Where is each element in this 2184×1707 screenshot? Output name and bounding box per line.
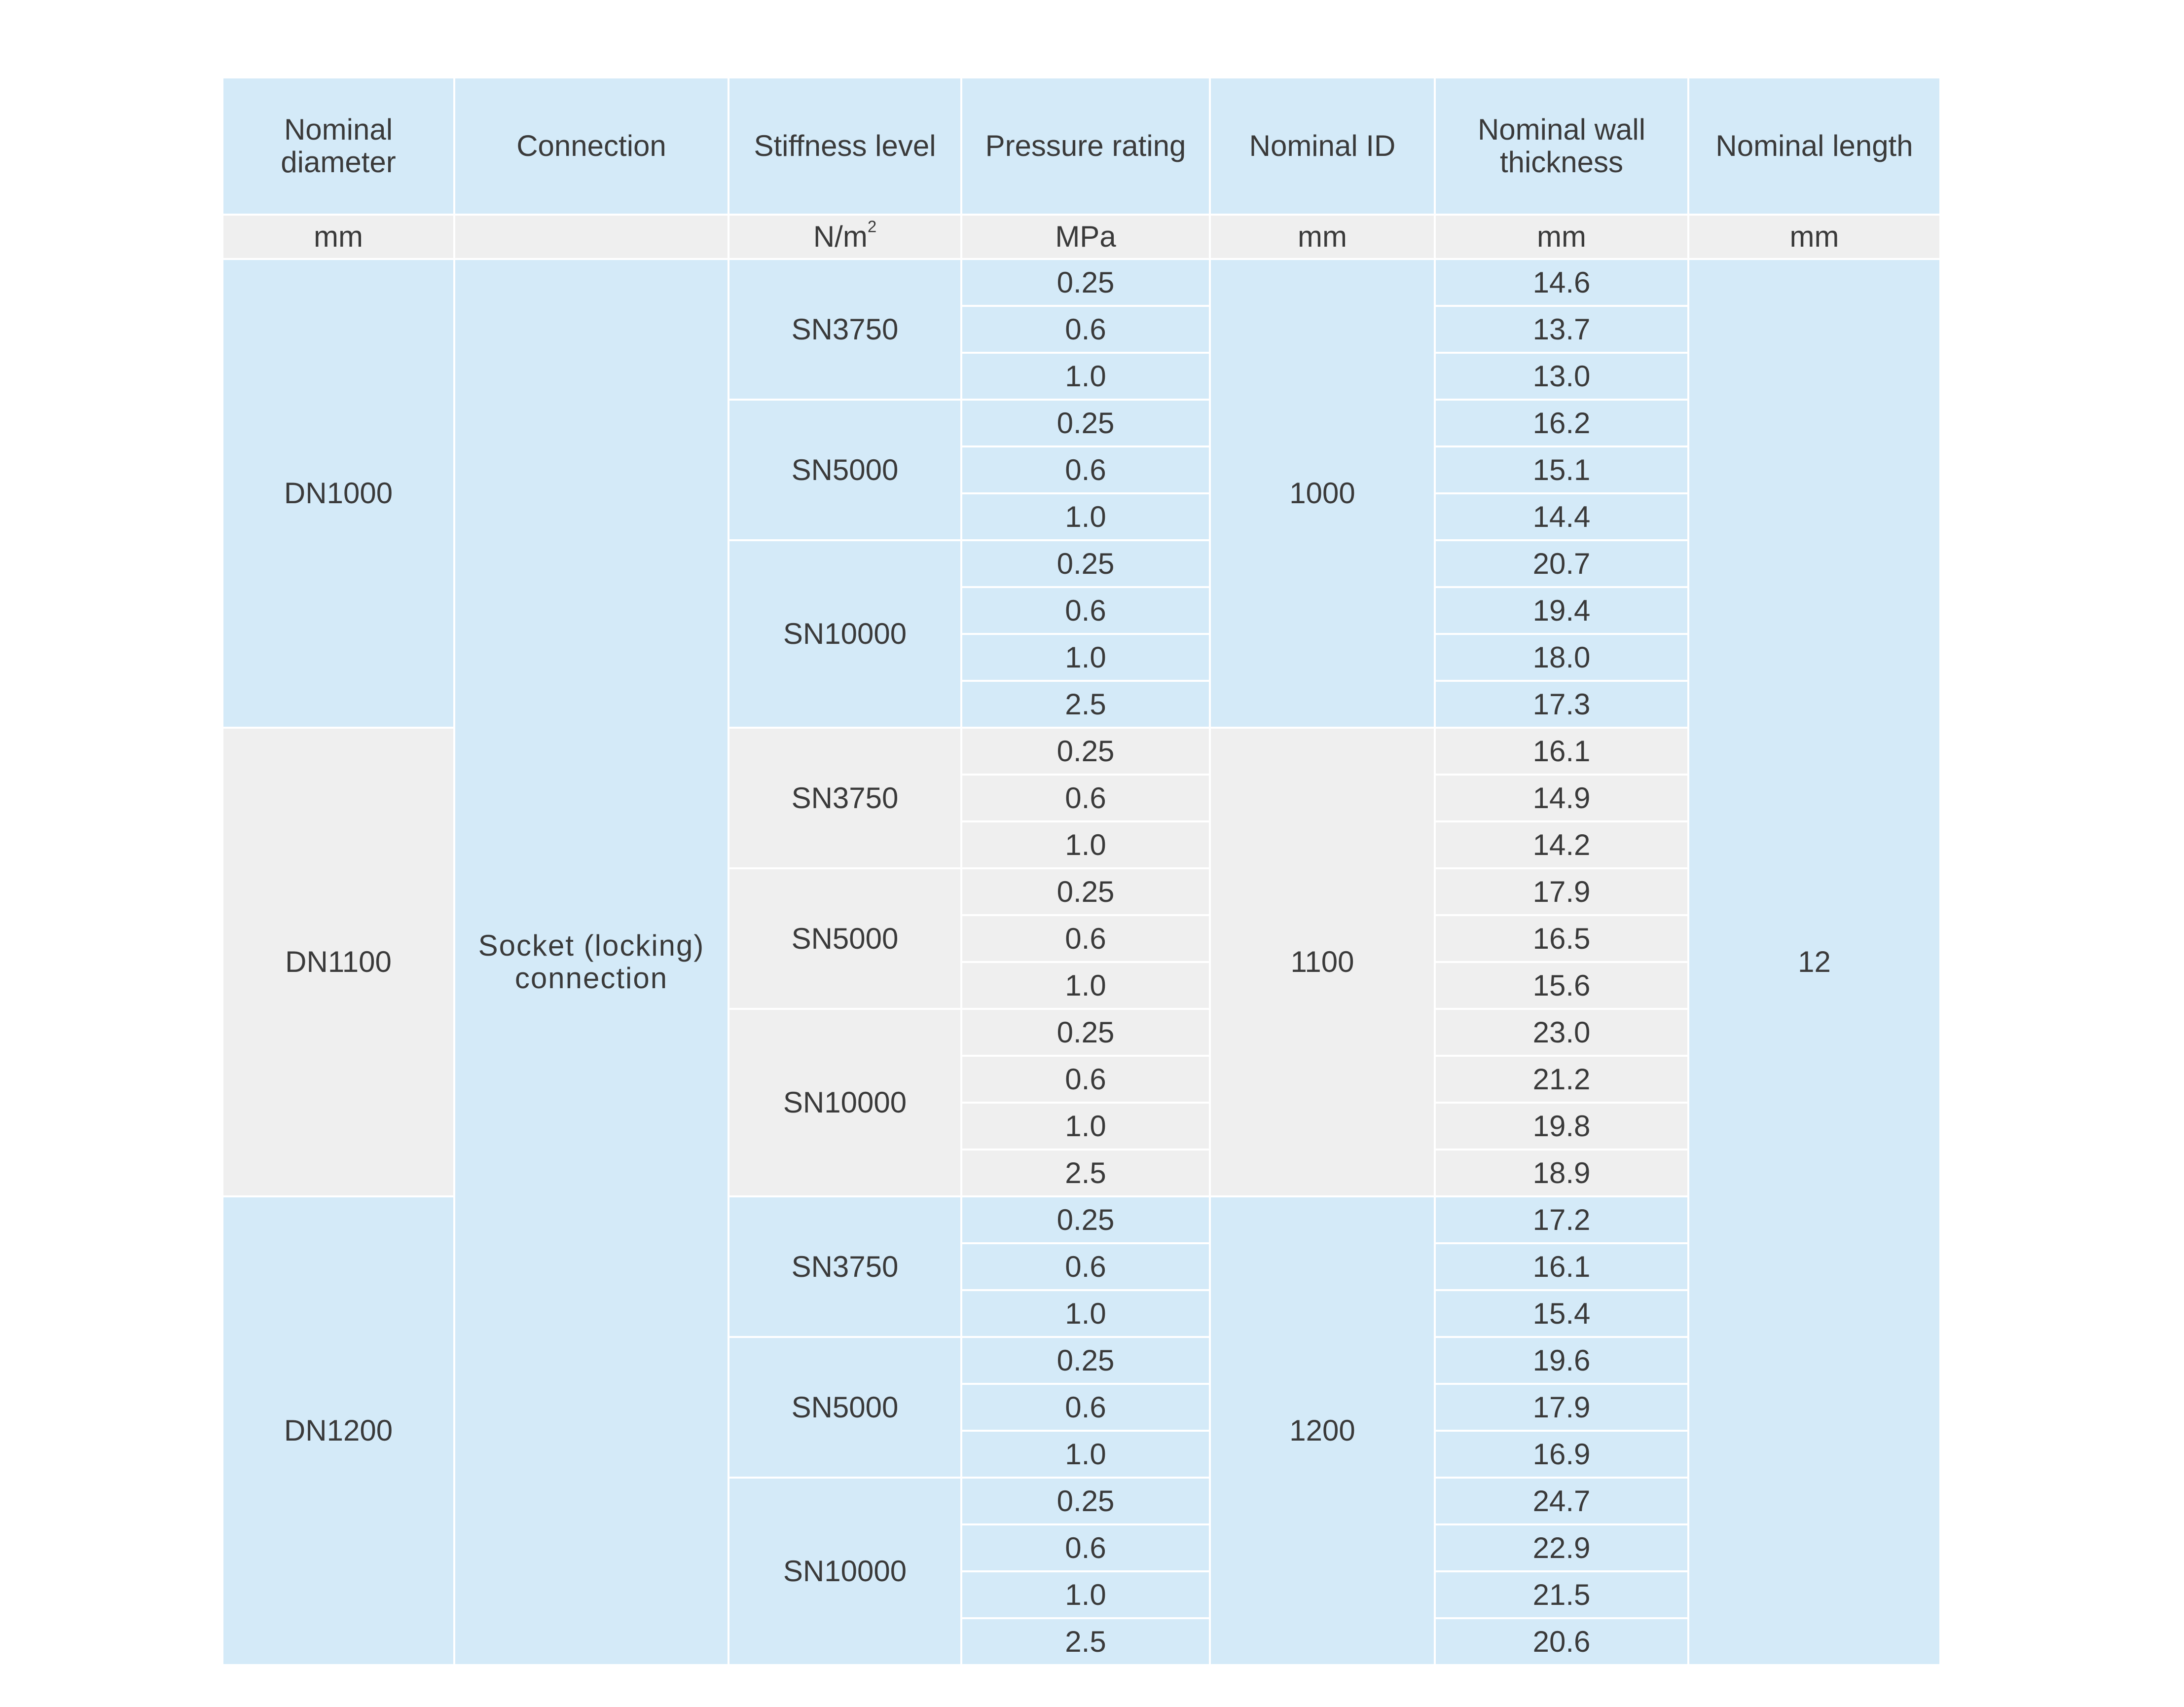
unit-pressure-rating: MPa [961, 215, 1210, 259]
unit-connection [454, 215, 728, 259]
wall-thickness-cell: 15.4 [1435, 1290, 1688, 1337]
unit-nominal-diameter: mm [222, 215, 454, 259]
pressure-rating-cell: 0.6 [961, 915, 1210, 962]
pressure-rating-cell: 1.0 [961, 1431, 1210, 1478]
pressure-rating-cell: 0.6 [961, 1056, 1210, 1103]
wall-thickness-cell: 18.0 [1435, 634, 1688, 681]
wall-thickness-cell: 14.6 [1435, 259, 1688, 306]
pressure-rating-cell: 1.0 [961, 353, 1210, 400]
unit-stiffness-base: N/m [813, 220, 868, 253]
header-stiffness-level: Stiffness level [728, 77, 961, 215]
nominal-diameter-cell: DN1000 [222, 259, 454, 728]
wall-thickness-cell: 14.4 [1435, 493, 1688, 540]
pressure-rating-cell: 0.25 [961, 1196, 1210, 1243]
wall-thickness-cell: 15.6 [1435, 962, 1688, 1009]
header-pressure-rating: Pressure rating [961, 77, 1210, 215]
pressure-rating-cell: 0.25 [961, 1478, 1210, 1524]
nominal-diameter-cell: DN1100 [222, 728, 454, 1196]
wall-thickness-cell: 15.1 [1435, 446, 1688, 493]
pressure-rating-cell: 2.5 [961, 1618, 1210, 1665]
stiffness-level-cell: SN5000 [728, 868, 961, 1009]
wall-thickness-cell: 19.6 [1435, 1337, 1688, 1384]
pressure-rating-cell: 1.0 [961, 821, 1210, 868]
wall-thickness-cell: 19.8 [1435, 1103, 1688, 1150]
wall-thickness-cell: 16.1 [1435, 1243, 1688, 1290]
wall-thickness-cell: 17.9 [1435, 868, 1688, 915]
stiffness-level-cell: SN10000 [728, 1478, 961, 1665]
pressure-rating-cell: 1.0 [961, 493, 1210, 540]
stiffness-level-cell: SN10000 [728, 540, 961, 728]
pressure-rating-cell: 1.0 [961, 1103, 1210, 1150]
nominal-id-cell: 1000 [1210, 259, 1435, 728]
pressure-rating-cell: 1.0 [961, 634, 1210, 681]
stiffness-level-cell: SN3750 [728, 728, 961, 868]
wall-thickness-cell: 16.9 [1435, 1431, 1688, 1478]
pressure-rating-cell: 0.6 [961, 446, 1210, 493]
pressure-rating-cell: 0.6 [961, 775, 1210, 821]
stiffness-level-cell: SN10000 [728, 1009, 961, 1196]
header-nominal-diameter: Nominal diameter [222, 77, 454, 215]
pressure-rating-cell: 0.25 [961, 1337, 1210, 1384]
pressure-rating-cell: 1.0 [961, 962, 1210, 1009]
wall-thickness-cell: 17.3 [1435, 681, 1688, 728]
pressure-rating-cell: 2.5 [961, 681, 1210, 728]
pressure-rating-cell: 0.25 [961, 540, 1210, 587]
unit-nominal-wall-thickness: mm [1435, 215, 1688, 259]
wall-thickness-cell: 24.7 [1435, 1478, 1688, 1524]
header-row [222, 77, 1940, 215]
pressure-rating-cell: 2.5 [961, 1150, 1210, 1196]
stiffness-level-cell: SN3750 [728, 1196, 961, 1337]
wall-thickness-cell: 22.9 [1435, 1524, 1688, 1571]
nominal-length-cell: 12 [1688, 259, 1940, 1665]
wall-thickness-cell: 17.9 [1435, 1384, 1688, 1431]
unit-nominal-length: mm [1688, 215, 1940, 259]
nominal-id-cell: 1200 [1210, 1196, 1435, 1665]
header-nominal-length: Nominal length [1688, 77, 1940, 215]
header-nominal-wall-thickness: Nominal wall thickness [1435, 77, 1688, 215]
header-connection: Connection [454, 77, 728, 215]
nominal-id-cell: 1100 [1210, 728, 1435, 1196]
wall-thickness-cell: 14.2 [1435, 821, 1688, 868]
pressure-rating-cell: 0.25 [961, 259, 1210, 306]
wall-thickness-cell: 16.1 [1435, 728, 1688, 775]
pressure-rating-cell: 0.6 [961, 587, 1210, 634]
pressure-rating-cell: 0.25 [961, 400, 1210, 446]
stiffness-level-cell: SN5000 [728, 400, 961, 540]
nominal-diameter-cell: DN1200 [222, 1196, 454, 1665]
stiffness-level-cell: SN3750 [728, 259, 961, 400]
pressure-rating-cell: 0.25 [961, 868, 1210, 915]
wall-thickness-cell: 13.0 [1435, 353, 1688, 400]
wall-thickness-cell: 19.4 [1435, 587, 1688, 634]
wall-thickness-cell: 14.9 [1435, 775, 1688, 821]
pressure-rating-cell: 0.25 [961, 728, 1210, 775]
wall-thickness-cell: 18.9 [1435, 1150, 1688, 1196]
pressure-rating-cell: 1.0 [961, 1571, 1210, 1618]
table-row [222, 259, 1940, 306]
connection-cell: Socket (locking) connection [454, 259, 728, 1665]
pressure-rating-cell: 0.25 [961, 1009, 1210, 1056]
wall-thickness-cell: 16.5 [1435, 915, 1688, 962]
unit-stiffness-level [728, 215, 961, 259]
wall-thickness-cell: 21.5 [1435, 1571, 1688, 1618]
pipe-spec-table [221, 76, 1941, 1666]
pressure-rating-cell: 1.0 [961, 1290, 1210, 1337]
units-row [222, 215, 1940, 259]
stiffness-level-cell: SN5000 [728, 1337, 961, 1478]
unit-stiffness-exponent: 2 [867, 217, 877, 236]
wall-thickness-cell: 21.2 [1435, 1056, 1688, 1103]
wall-thickness-cell: 23.0 [1435, 1009, 1688, 1056]
wall-thickness-cell: 13.7 [1435, 306, 1688, 353]
wall-thickness-cell: 20.6 [1435, 1618, 1688, 1665]
header-nominal-id: Nominal ID [1210, 77, 1435, 215]
pressure-rating-cell: 0.6 [961, 306, 1210, 353]
wall-thickness-cell: 16.2 [1435, 400, 1688, 446]
wall-thickness-cell: 17.2 [1435, 1196, 1688, 1243]
pressure-rating-cell: 0.6 [961, 1243, 1210, 1290]
wall-thickness-cell: 20.7 [1435, 540, 1688, 587]
pressure-rating-cell: 0.6 [961, 1524, 1210, 1571]
unit-nominal-id: mm [1210, 215, 1435, 259]
pressure-rating-cell: 0.6 [961, 1384, 1210, 1431]
